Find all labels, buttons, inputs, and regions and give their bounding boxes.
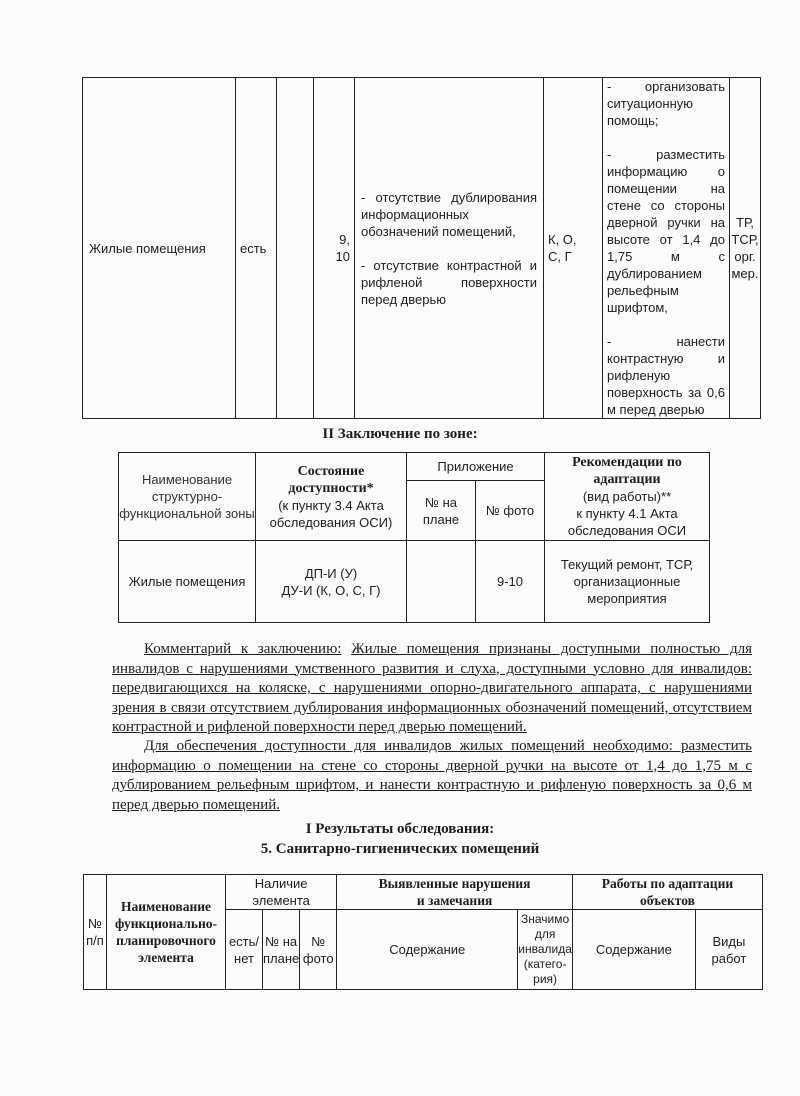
table-row [83,78,761,419]
header-text: Содержание [389,942,466,957]
category-cell [544,78,603,419]
header-text: № фото [485,503,535,518]
header-text: Приложение [437,459,514,474]
results-title: I Результаты обследования: [305,821,495,837]
header-state [256,453,407,541]
photo-cell [476,541,545,623]
zone-name-cell [119,541,256,623]
header-work-types [695,910,762,990]
works-cell [603,78,730,419]
photo-value: 9-10 [496,574,524,589]
comment-label: Комментарий к заключению: [144,641,342,657]
recommendation-cell [545,541,710,623]
header-zone-name [119,453,256,541]
state-value: ДП-И (У) ДУ-И (К, О, С, Г) [281,565,381,598]
table-header-row [84,875,763,910]
header-text: есть/ нет [228,933,260,966]
requirement-paragraph [112,737,752,815]
header-photo [300,910,337,990]
recommendation-value: Текущий ремонт, ТСР, организационные мероприятия [560,557,694,606]
work-types-cell [730,78,761,419]
header-element-name [107,875,226,990]
header-works [572,875,762,910]
zone-name: Жилые помещения [128,574,246,589]
header-num [84,875,107,990]
room-name: Жилые помещения [89,240,206,256]
header-note: (к пункту 3.4 Акта обследования ОСИ) [269,497,393,530]
header-recommendations [545,453,710,541]
work-item: - нанести контрастную и рифленую поверхность за 0,6 м перед дверью [607,334,725,417]
photo-cell [314,78,355,419]
header-content [337,910,518,990]
header-exists [226,910,263,990]
section-title: II Заключение по зоне: [322,426,478,442]
header-text: Состояние доступности* [288,463,374,496]
table-row [119,541,710,623]
violation-item: - отсутствие дублирования информационных обозначений помещений, [361,189,537,239]
violation-item: - отсутствие контрастной и рифленой поверхности перед дверью [361,257,537,307]
header-text: Содержание [595,942,672,957]
photo-value: 9, 10 [335,232,350,264]
header-text: № на плане [422,494,460,527]
header-text: Выявленные нарушения и замечания [378,876,531,908]
header-text: Работы по адаптации объектов [601,876,734,908]
category-value: К, О, С, Г [548,232,577,264]
header-text: № фото [302,933,334,966]
violations-cell [355,78,544,419]
section5-title: 5. Санитарно-гигиенических помещений [260,841,540,857]
state-cell [256,541,407,623]
table-header-row [119,453,710,481]
header-work-content [572,910,695,990]
plan-cell [407,541,476,623]
header-plan [263,910,300,990]
exists-cell [236,78,277,419]
header-photo [476,481,545,541]
header-text: Наименование функционально-планировочного элемента [114,899,217,965]
work-types-value: ТР, ТСР, орг. мер. [731,215,759,281]
table-zone-row [82,77,761,419]
requirement-text: Для обеспечения доступности для инвалидов жилых помещений необходимо: разместить информацию о помещении на стене со стороны дверной ручки на высоте от 1,4 до 1,75 м с дублированием рельефным шрифтом, и нанести контрастную и рифленую поверхность за 0,6 м перед дверью помещений. [112,738,752,813]
header-text: Наименование структурно-функциональной зоны [119,472,255,521]
work-item: - разместить информацию о помещении на стене со стороны дверной ручки на высоте от 1,4 до 1,75 м с дублированием рельефным шрифтом, [607,147,725,315]
header-presence [226,875,337,910]
exists-value: есть [240,240,267,256]
zone-conclusion-table [118,452,710,623]
header-text: № на плане [263,933,300,966]
header-text: Наличие элемента [252,876,310,908]
header-text: № п/п [86,916,104,948]
header-text: Рекомендации по адаптации [572,455,682,487]
room-name-cell [83,78,236,419]
sanitary-table [83,874,763,990]
header-note: (вид работы)** к пункту 4.1 Акта обследования ОСИ [567,489,687,538]
header-violations [337,875,573,910]
comment-text: Жилые помещения признаны доступными полностью для инвалидов с нарушениями умственного развития и слуха, доступными условно для инвалидов: передвигающихся на коляске, с нарушениями опорно-двигательного аппарата, с нарушениями зрения в связи отсутствием дублирования информационных обозначений помещений, отсутствием контрастной и рифленой поверхности перед дверью помещений. [112,641,752,735]
header-text: Виды работ [711,933,747,966]
header-plan [407,481,476,541]
header-text: Значимо для инвалида (катего- рия) [518,912,572,986]
plan-cell [277,78,314,419]
header-significance [518,910,573,990]
comment-paragraph [112,640,752,738]
header-appendix [407,453,545,481]
work-item: - организовать ситуационную помощь; [607,79,725,128]
